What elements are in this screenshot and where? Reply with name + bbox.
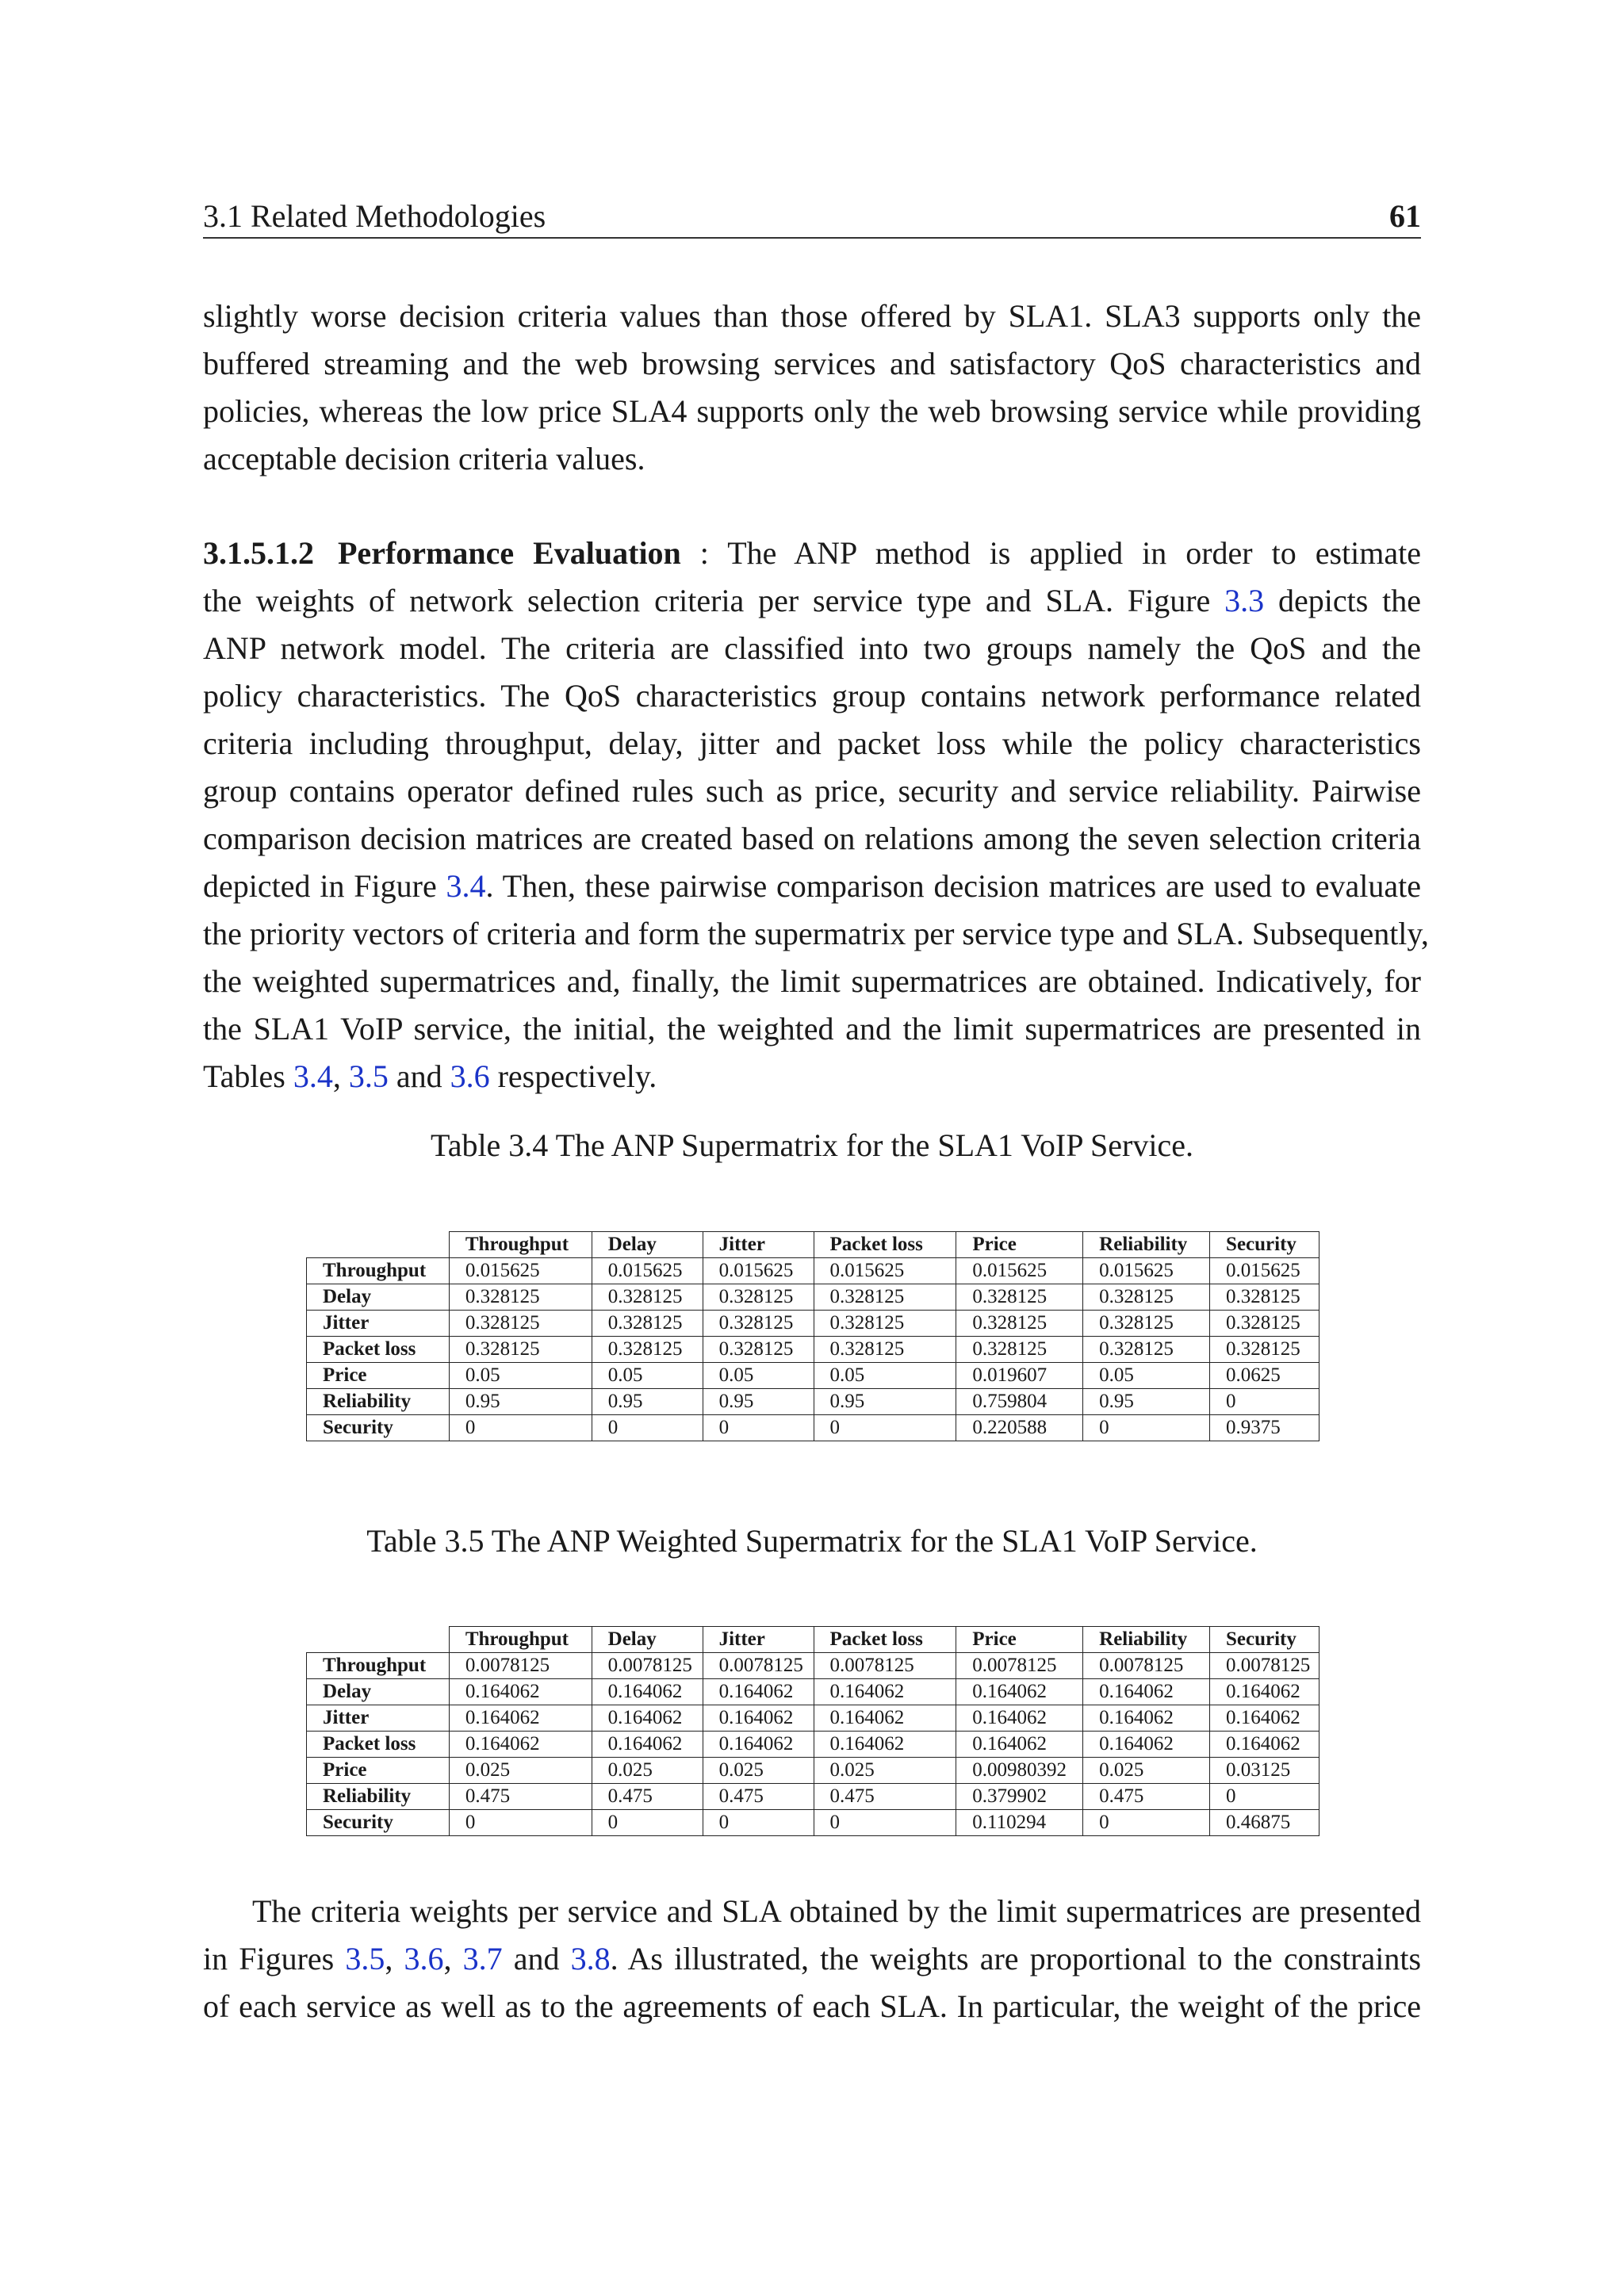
- table-cell: 0.328125: [956, 1311, 1083, 1337]
- table-corner-cell: [307, 1627, 450, 1653]
- row-header: Security: [307, 1415, 450, 1441]
- table-cell: 0.95: [592, 1389, 703, 1415]
- table-cell: 0.03125: [1209, 1758, 1319, 1784]
- table-cell: 0.328125: [814, 1337, 956, 1363]
- body-line: [203, 1053, 1421, 1100]
- body-line: [203, 863, 1421, 910]
- figure-ref-link[interactable]: 3.3: [1224, 583, 1265, 618]
- row-header: Reliability: [307, 1389, 450, 1415]
- table-cell: 0.46875: [1209, 1810, 1319, 1836]
- table-cell: 0: [1083, 1415, 1210, 1441]
- table-cell: 0: [449, 1810, 592, 1836]
- table-cell: 0.328125: [1083, 1311, 1210, 1337]
- closing-paragraph: [203, 1888, 1421, 2030]
- table-cell: 0.05: [703, 1363, 814, 1389]
- body-line: group contains operator defined rules such as price, security and service reliability. Pairwise: [203, 773, 1421, 809]
- column-header: Packet loss: [814, 1232, 956, 1258]
- table-cell: 0.164062: [1209, 1679, 1319, 1705]
- table-row: [307, 1732, 1320, 1758]
- column-header: Throughput: [449, 1627, 592, 1653]
- table-cell: 0.0625: [1210, 1363, 1320, 1389]
- table-cell: 0.019607: [956, 1363, 1083, 1389]
- text-run: respectively.: [489, 1058, 657, 1094]
- table-cell: 0: [1083, 1810, 1210, 1836]
- table-cell: 0.164062: [449, 1732, 592, 1758]
- body-line: criteria including throughput, delay, jitter and packet loss while the policy characteristics: [203, 725, 1421, 761]
- table-cell: 0.05: [814, 1363, 956, 1389]
- figure-ref-link[interactable]: 3.6: [404, 1941, 444, 1976]
- body-line: the SLA1 VoIP service, the initial, the weighted and the limit supermatrices are presented in: [203, 1011, 1421, 1047]
- table-row: [307, 1389, 1320, 1415]
- table-cell: 0.164062: [703, 1679, 814, 1705]
- intro-line: policies, whereas the low price SLA4 supports only the web browsing service while providing: [203, 393, 1421, 429]
- intro-line: acceptable decision criteria values.: [203, 441, 645, 476]
- table-caption: Table 3.5 The ANP Weighted Supermatrix for the SLA1 VoIP Service.: [366, 1523, 1258, 1559]
- text-run: in Figures: [203, 1941, 346, 1976]
- table-cell: 0.025: [1083, 1758, 1210, 1784]
- table-cell: 0: [592, 1415, 703, 1441]
- table-cell: 0.164062: [449, 1679, 592, 1705]
- header-section-title: 3.1 Related Methodologies: [203, 198, 546, 234]
- table-cell: 0.475: [1083, 1784, 1210, 1810]
- table-cell: 0.328125: [592, 1311, 703, 1337]
- table-cell: 0: [814, 1415, 956, 1441]
- table-cell: 0.328125: [814, 1284, 956, 1311]
- column-header: Security: [1209, 1627, 1319, 1653]
- table-cell: 0.328125: [449, 1311, 592, 1337]
- table-cell: 0.328125: [1083, 1284, 1210, 1311]
- figure-ref-link[interactable]: 3.7: [462, 1941, 503, 1976]
- table-row: [307, 1258, 1320, 1284]
- text-run: ,: [385, 1941, 404, 1976]
- table-cell: 0.0078125: [449, 1653, 592, 1679]
- figure-ref-link[interactable]: 3.4: [446, 868, 486, 904]
- text-run: and: [502, 1941, 571, 1976]
- table-cell: 0.015625: [814, 1258, 956, 1284]
- column-header: Reliability: [1083, 1627, 1210, 1653]
- table-cell: 0.164062: [703, 1732, 814, 1758]
- body-line: ANP network model. The criteria are classified into two groups namely the QoS and the: [203, 630, 1421, 666]
- table-cell: 0.05: [1083, 1363, 1210, 1389]
- table-cell: 0.328125: [449, 1337, 592, 1363]
- subsection-title: Performance Evaluation: [338, 535, 681, 571]
- body-line: the weighted supermatrices and, finally, the limit supermatrices are obtained. Indicatively, for: [203, 963, 1421, 999]
- intro-line: buffered streaming and the web browsing services and satisfactory QoS characteristics and: [203, 346, 1421, 381]
- text-run: . As illustrated, the weights are proportional to the constraints: [610, 1941, 1422, 1976]
- intro-line: slightly worse decision criteria values than those offered by SLA1. SLA3 supports only the: [203, 298, 1421, 334]
- column-header: Reliability: [1083, 1232, 1210, 1258]
- table-cell: 0.015625: [449, 1258, 592, 1284]
- figure-ref-link[interactable]: 3.5: [345, 1941, 385, 1976]
- table-cell: 0.025: [814, 1758, 956, 1784]
- table-cell: 0.475: [703, 1784, 814, 1810]
- column-header: Price: [956, 1627, 1083, 1653]
- table-cell: 0.164062: [1083, 1705, 1210, 1732]
- text-run: ,: [443, 1941, 463, 1976]
- table-cell: 0.00980392: [956, 1758, 1083, 1784]
- table-corner-cell: [307, 1232, 450, 1258]
- anp-weighted-supermatrix-table: [306, 1626, 1320, 1836]
- table-header-row: [307, 1627, 1320, 1653]
- table-cell: 0.164062: [814, 1679, 956, 1705]
- table-ref-link[interactable]: 3.4: [293, 1058, 333, 1094]
- table-cell: 0.0078125: [814, 1653, 956, 1679]
- table-cell: 0.015625: [703, 1258, 814, 1284]
- table-cell: 0.0078125: [956, 1653, 1083, 1679]
- table-row: [307, 1758, 1320, 1784]
- row-header: Jitter: [307, 1705, 450, 1732]
- row-header: Price: [307, 1758, 450, 1784]
- table-cell: 0.110294: [956, 1810, 1083, 1836]
- row-header: Reliability: [307, 1784, 450, 1810]
- table-cell: 0.164062: [1083, 1679, 1210, 1705]
- column-header: Price: [956, 1232, 1083, 1258]
- table-cell: 0: [1209, 1784, 1319, 1810]
- table-cell: 0.328125: [592, 1284, 703, 1311]
- row-header: Throughput: [307, 1653, 450, 1679]
- table-cell: 0.475: [592, 1784, 703, 1810]
- row-header: Packet loss: [307, 1732, 450, 1758]
- table-cell: 0.95: [814, 1389, 956, 1415]
- table-cell: 0.015625: [956, 1258, 1083, 1284]
- row-header: Delay: [307, 1284, 450, 1311]
- table-cell: 0: [703, 1810, 814, 1836]
- text-run: . Then, these pairwise comparison decision matrices are used to evaluate: [485, 868, 1421, 904]
- table-cell: 0.015625: [1083, 1258, 1210, 1284]
- table-cell: 0.164062: [592, 1732, 703, 1758]
- row-header: Price: [307, 1363, 450, 1389]
- table-cell: 0.015625: [592, 1258, 703, 1284]
- text-run: Tables: [203, 1058, 293, 1094]
- row-header: Throughput: [307, 1258, 450, 1284]
- table-cell: 0.164062: [956, 1732, 1083, 1758]
- table-row: [307, 1337, 1320, 1363]
- table-cell: 0.164062: [449, 1705, 592, 1732]
- table-cell: 0.475: [449, 1784, 592, 1810]
- table-cell: 0.328125: [449, 1284, 592, 1311]
- table-cell: 0.164062: [592, 1705, 703, 1732]
- table-cell: 0.328125: [814, 1311, 956, 1337]
- table-cell: 0.164062: [814, 1732, 956, 1758]
- table-cell: 0.328125: [592, 1337, 703, 1363]
- body-line: The criteria weights per service and SLA obtained by the limit supermatrices are presented: [252, 1893, 1421, 1929]
- table-cell: 0.164062: [956, 1705, 1083, 1732]
- table-cell: 0.220588: [956, 1415, 1083, 1441]
- table-cell: 0.164062: [1083, 1732, 1210, 1758]
- column-header: Packet loss: [814, 1627, 956, 1653]
- body-line: [203, 1935, 1421, 1983]
- table-cell: 0.015625: [1210, 1258, 1320, 1284]
- table-cell: 0.95: [703, 1389, 814, 1415]
- running-header: [203, 196, 1421, 239]
- table-cell: 0.379902: [956, 1784, 1083, 1810]
- table-cell: 0.328125: [956, 1284, 1083, 1311]
- subsection-number: 3.1.5.1.2: [203, 535, 314, 571]
- table-row: [307, 1705, 1320, 1732]
- page-number: 61: [1389, 198, 1421, 234]
- body-line: [203, 577, 1421, 625]
- table-cell: 0.025: [592, 1758, 703, 1784]
- table-cell: 0: [1210, 1389, 1320, 1415]
- subsection-line1-text: : The ANP method is applied in order to estimate: [680, 535, 1422, 571]
- table-cell: 0.164062: [814, 1705, 956, 1732]
- table-cell: 0.328125: [1210, 1311, 1320, 1337]
- table-row: [307, 1415, 1320, 1441]
- table-row: [307, 1653, 1320, 1679]
- body-line: of each service as well as to the agreements of each SLA. In particular, the weight of the price: [203, 1988, 1421, 2024]
- table-cell: 0.759804: [956, 1389, 1083, 1415]
- text-run: and: [388, 1058, 450, 1094]
- row-header: Jitter: [307, 1311, 450, 1337]
- table-cell: 0.9375: [1210, 1415, 1320, 1441]
- figure-ref-link[interactable]: 3.8: [570, 1941, 611, 1976]
- table-cell: 0.328125: [703, 1284, 814, 1311]
- table-cell: 0.025: [449, 1758, 592, 1784]
- table-cell: 0.164062: [1209, 1732, 1319, 1758]
- table-cell: 0.328125: [703, 1337, 814, 1363]
- table-cell: 0.328125: [1210, 1284, 1320, 1311]
- table-cell: 0.328125: [1083, 1337, 1210, 1363]
- text-run: the weights of network selection criteria per service type and SLA. Figure: [203, 583, 1225, 618]
- table-cell: 0: [814, 1810, 956, 1836]
- table-cell: 0: [449, 1415, 592, 1441]
- body-line: the priority vectors of criteria and form the supermatrix per service type and SLA. Subsequently,: [203, 916, 1429, 951]
- subsection-heading-line: [203, 530, 1421, 577]
- table-cell: 0.0078125: [1083, 1653, 1210, 1679]
- table-row: [307, 1784, 1320, 1810]
- row-header: Security: [307, 1810, 450, 1836]
- table-cell: 0.328125: [956, 1337, 1083, 1363]
- column-header: Jitter: [703, 1232, 814, 1258]
- table-cell: 0.0078125: [1209, 1653, 1319, 1679]
- table-row: [307, 1363, 1320, 1389]
- table-cell: 0.164062: [956, 1679, 1083, 1705]
- text-run: depicted in Figure: [203, 868, 446, 904]
- table-ref-link[interactable]: 3.6: [450, 1058, 490, 1094]
- row-header: Packet loss: [307, 1337, 450, 1363]
- text-run: depicts the: [1264, 583, 1422, 618]
- table-row: [307, 1810, 1320, 1836]
- table-cell: 0.328125: [1210, 1337, 1320, 1363]
- table-header-row: [307, 1232, 1320, 1258]
- anp-supermatrix-table: [306, 1231, 1320, 1441]
- table-cell: 0.0078125: [592, 1653, 703, 1679]
- body-line: policy characteristics. The QoS characteristics group contains network performance related: [203, 678, 1421, 714]
- table-caption: Table 3.4 The ANP Supermatrix for the SLA1 VoIP Service.: [431, 1127, 1193, 1163]
- column-header: Jitter: [703, 1627, 814, 1653]
- row-header: Delay: [307, 1679, 450, 1705]
- table-cell: 0.328125: [703, 1311, 814, 1337]
- body-line: comparison decision matrices are created based on relations among the seven selection criteria: [203, 821, 1421, 856]
- table-ref-link[interactable]: 3.5: [348, 1058, 389, 1094]
- table-cell: 0.475: [814, 1784, 956, 1810]
- table-cell: 0.05: [592, 1363, 703, 1389]
- column-header: Throughput: [449, 1232, 592, 1258]
- table-row: [307, 1284, 1320, 1311]
- table-cell: 0.95: [449, 1389, 592, 1415]
- table-cell: 0.05: [449, 1363, 592, 1389]
- subsection-paragraph: [203, 530, 1429, 1100]
- table-cell: 0.95: [1083, 1389, 1210, 1415]
- table-cell: 0: [592, 1810, 703, 1836]
- table-cell: 0.0078125: [703, 1653, 814, 1679]
- table-cell: 0.164062: [592, 1679, 703, 1705]
- table-cell: 0: [703, 1415, 814, 1441]
- column-header: Delay: [592, 1232, 703, 1258]
- column-header: Delay: [592, 1627, 703, 1653]
- text-run: ,: [332, 1058, 349, 1094]
- table-cell: 0.164062: [1209, 1705, 1319, 1732]
- intro-paragraph: [203, 293, 1421, 483]
- table-cell: 0.164062: [703, 1705, 814, 1732]
- column-header: Security: [1210, 1232, 1320, 1258]
- table-cell: 0.025: [703, 1758, 814, 1784]
- table-row: [307, 1311, 1320, 1337]
- table-row: [307, 1679, 1320, 1705]
